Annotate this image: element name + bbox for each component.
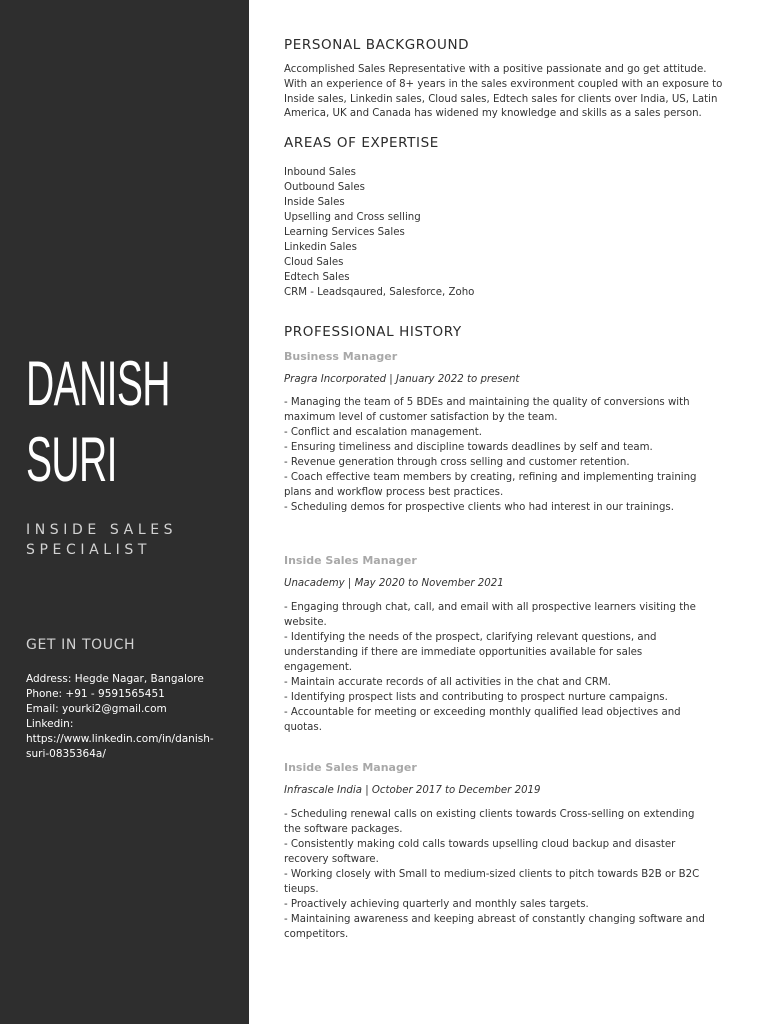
contact-address: Address: Hegde Nagar, Bangalore [26, 673, 204, 685]
contact-heading: GET IN TOUCH [26, 637, 136, 653]
role-line-1: INSIDE SALES [26, 522, 178, 538]
list-item: - Accountable for meeting or exceeding monthly qualified lead objectives and quotas. [284, 707, 681, 733]
contact-email: Email: yourki2@gmail.com [26, 703, 167, 715]
job-role [26, 520, 177, 560]
list-item: Learning Services Sales [284, 227, 405, 238]
contact-linkedin-url-2: suri-0835364a/ [26, 748, 106, 760]
job-org: Pragra Incorporated | January 2022 to present [284, 374, 520, 385]
list-item: - Scheduling renewal calls on existing clients towards Cross-selling on extending the software packages. [284, 809, 695, 835]
list-item: - Maintaining awareness and keeping abreast of constantly changing software and competitors. [284, 914, 705, 940]
job-points [284, 807, 709, 942]
list-item: - Managing the team of 5 BDEs and maintaining the quality of conversions with maximum level of customer satisfaction by the team. [284, 397, 690, 423]
list-item: - Scheduling demos for prospective clients who had interest in our trainings. [284, 502, 674, 513]
list-item: CRM - Leadsqaured, Salesforce, Zoho [284, 287, 475, 298]
list-item: - Maintain accurate records of all activities in the chat and CRM. [284, 677, 611, 688]
job-title: Business Manager [284, 350, 398, 363]
list-item: - Identifying prospect lists and contributing to prospect nurture campaigns. [284, 692, 668, 703]
role-line-2: SPECIALIST [26, 542, 152, 558]
job-title: Inside Sales Manager [284, 761, 417, 774]
contact-details [26, 672, 226, 762]
expertise-list [284, 165, 474, 300]
list-item: - Proactively achieving quarterly and monthly sales targets. [284, 899, 589, 910]
list-item: - Identifying the needs of the prospect, clarifying relevant questions, and understanding if there are immediate opportunities available for sales engagement. [284, 632, 657, 673]
history-heading: PROFESSIONAL HISTORY [284, 324, 462, 340]
job-title: Inside Sales Manager [284, 554, 417, 567]
name-first: DANISH [26, 349, 170, 419]
job-org: Unacademy | May 2020 to November 2021 [284, 578, 504, 589]
list-item: Inbound Sales [284, 167, 356, 178]
sidebar [0, 0, 249, 1024]
job-points [284, 395, 709, 515]
contact-linkedin-label: Linkedin: [26, 718, 74, 730]
list-item: Linkedin Sales [284, 242, 357, 253]
list-item: - Working closely with Small to medium-sized clients to pitch towards B2B or B2C tieups. [284, 869, 700, 895]
list-item: Cloud Sales [284, 257, 344, 268]
name-last: SURI [26, 425, 117, 495]
expertise-heading: AREAS OF EXPERTISE [284, 135, 439, 151]
background-text: Accomplished Sales Representative with a positive passionate and go get attitude. With an experience of 8+ years in the sales exvironment coupled with an exposure to Inside sales, Linkedin sales, Cloud sales, Edtech sales for clients over India, US, Latin America, UK and Canada has widened my knowledge and skills as a sales person. [284, 64, 723, 120]
list-item: - Ensuring timeliness and discipline towards deadlines by self and team. [284, 442, 653, 453]
list-item: Edtech Sales [284, 272, 350, 283]
candidate-name [26, 346, 170, 498]
list-item: - Revenue generation through cross selling and customer retention. [284, 457, 630, 468]
contact-phone: Phone: +91 - 9591565451 [26, 688, 165, 700]
list-item: - Coach effective team members by creating, refining and implementing training plans and workflow process best practices. [284, 472, 697, 498]
contact-linkedin-url-1: https://www.linkedin.com/in/danish- [26, 733, 214, 745]
background-heading: PERSONAL BACKGROUND [284, 37, 470, 53]
list-item: Outbound Sales [284, 182, 365, 193]
list-item: - Conflict and escalation management. [284, 427, 482, 438]
list-item: Upselling and Cross selling [284, 212, 421, 223]
list-item: - Engaging through chat, call, and email with all prospective learners visiting the website. [284, 602, 696, 628]
job-org: Infrascale India | October 2017 to December 2019 [284, 785, 541, 796]
list-item: - Consistently making cold calls towards upselling cloud backup and disaster recovery software. [284, 839, 676, 865]
list-item: Inside Sales [284, 197, 345, 208]
job-points [284, 600, 709, 735]
